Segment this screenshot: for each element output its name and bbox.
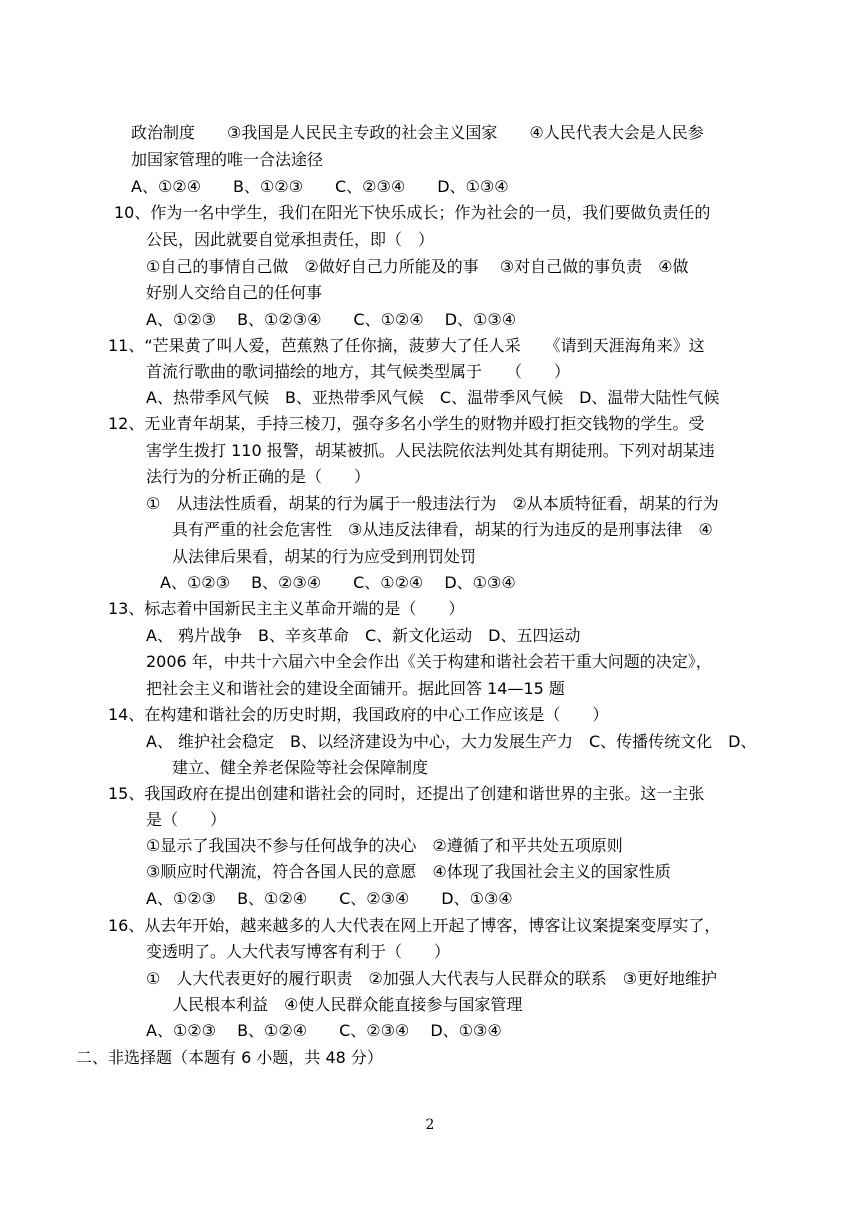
text-line: 加国家管理的唯一合法途径 xyxy=(131,150,324,169)
text-line: 15、我国政府在提出创建和谐社会的同时，还提出了创建和谐世界的主张。这一主张 xyxy=(108,784,705,803)
text-line: 害学生拨打 110 报警，胡某被抓。人民法院依法判处其有期徒刑。下列对胡某违 xyxy=(146,441,715,460)
text-line: 首流行歌曲的歌词描绘的地方，其气候类型属于 （ ） xyxy=(146,362,571,381)
text-line: 人民根本利益 ④使人民群众能直接参与国家管理 xyxy=(172,995,523,1014)
text-line: A、①②③ B、①②③④ C、①②④ D、①③④ xyxy=(146,310,517,329)
text-line: A、①②③ B、①②④ C、②③④ D、①③④ xyxy=(146,1021,502,1040)
text-line: 12、无业青年胡某，手持三棱刀，强夺多名小学生的财物并殴打拒交钱物的学生。受 xyxy=(108,414,705,433)
text-line: 变透明了。人大代表写博客有利于（ ） xyxy=(146,942,451,961)
text-line: 从法律后果看，胡某的行为应受到刑罚处罚 xyxy=(172,547,477,566)
text-line: ①显示了我国决不参与任何战争的决心 ②遵循了和平共处五项原则 xyxy=(146,836,623,855)
text-line: 10、作为一名中学生，我们在阳光下快乐成长；作为社会的一员，我们要做负责任的 xyxy=(114,203,711,222)
text-line: 11、“芒果黄了叫人爱，芭蕉熟了任你摘，菠萝大了任人采 《请到天涯海角来》这 xyxy=(108,336,705,355)
text-line: A、①②③ B、①②④ C、②③④ D、①③④ xyxy=(146,889,513,908)
text-line: 政治制度 ③我国是人民民主专政的社会主义国家 ④人民代表大会是人民参 xyxy=(131,123,704,142)
text-line: 把社会主义和谐社会的建设全面铺开。据此回答 14—15 题 xyxy=(146,679,565,698)
text-line: 2006 年，中共十六届六中全会作出《关于构建和谐社会若干重大问题的决定》， xyxy=(146,652,712,671)
text-line: A、 鸦片战争 B、辛亥革命 C、新文化运动 D、五四运动 xyxy=(146,626,581,645)
text-line: 好别人交给自己的任何事 xyxy=(146,283,323,302)
text-line: 16、从去年开始，越来越多的人大代表在网上开起了博客，博客让议案提案变厚实了， xyxy=(108,916,721,935)
text-line: A、①②③ B、②③④ C、①②④ D、①③④ xyxy=(160,573,516,592)
text-line: 法行为的分析正确的是（ ） xyxy=(146,467,371,486)
text-line: ① 从违法性质看，胡某的行为属于一般违法行为 ②从本质特征看，胡某的行为 xyxy=(146,494,719,513)
text-line: 13、标志着中国新民主主义革命开端的是（ ） xyxy=(108,599,465,618)
text-line: 是（ ） xyxy=(146,810,227,829)
text-line: 建立、健全养老保险等社会保障制度 xyxy=(172,758,429,777)
text-line: 14、在构建和谐社会的历史时期，我国政府的中心工作应该是（ ） xyxy=(108,705,609,724)
text-line: ① 人大代表更好的履行职责 ②加强人大代表与人民群众的联系 ③更好地维护 xyxy=(146,969,718,988)
text-line: A、①②④ B、①②③ C、②③④ D、①③④ xyxy=(131,177,509,196)
text-line: A、 维护社会稳定 B、以经济建设为中心，大力发展生产力 C、传播传统文化 D、 xyxy=(146,732,757,751)
page-number: 2 xyxy=(425,1117,435,1133)
text-line: 公民，因此就要自觉承担责任，即（ ） xyxy=(146,230,435,249)
text-line: ③顺应时代潮流，符合各国人民的意愿 ④体现了我国社会主义的国家性质 xyxy=(146,862,671,881)
section-heading: 二、非选择题（本题有 6 小题，共 48 分） xyxy=(76,1048,383,1067)
text-line: A、热带季风气候 B、亚热带季风气候 C、温带季风气候 D、温带大陆性气候 xyxy=(146,388,720,407)
text-line: 具有严重的社会危害性 ③从违反法律看，胡某的行为违反的是刑事法律 ④ xyxy=(172,520,713,539)
text-line: ①自己的事情自己做 ②做好自己力所能及的事 ③对自己做的事负责 ④做 xyxy=(146,257,689,276)
